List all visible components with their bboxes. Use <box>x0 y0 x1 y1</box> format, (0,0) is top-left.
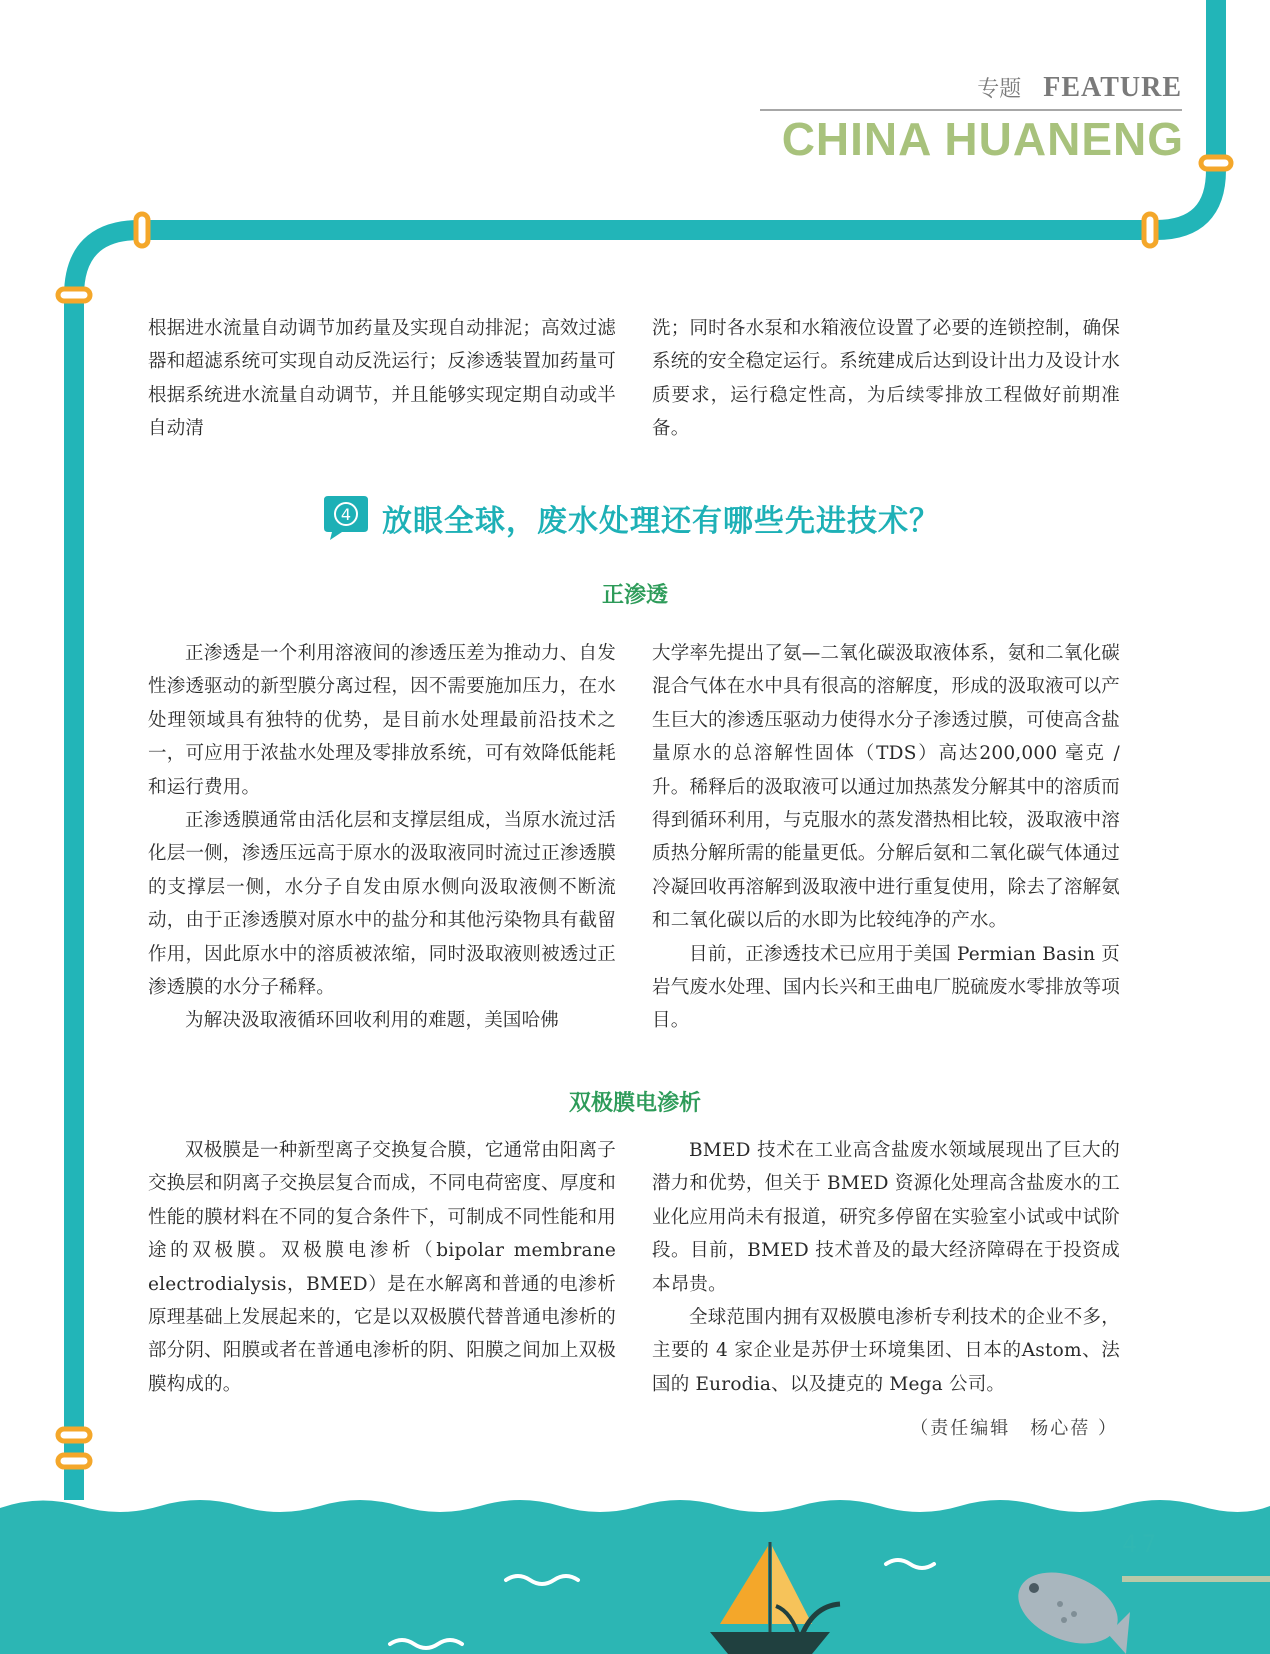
bmed-heading: 双极膜电渗析 <box>568 1091 701 1116</box>
intro-left-column <box>148 312 616 446</box>
fo-right-paragraph-2: 目前，正渗透技术已应用于美国 Permian Basin 页岩气废水处理、国内长兴和王曲电厂脱硫废水零排放等项目。 <box>652 943 1120 1032</box>
fo-right-paragraph-1: 大学率先提出了氨—二氧化碳汲取液体系，氨和二氧化碳混合气体在水中具有很高的溶解度，形成的汲取液可以产生巨大的渗透压驱动力使得水分子渗透过膜，可使高含盐量原水的总溶解性固体（TDS）高达200,000 毫克 / 升。稀释后的汲取液可以通过加热蒸发分解其中的溶质而得到循环利用，与克服水的蒸发潜热相比较，汲取液中溶质热分解所需的能量更低。分解后氨和二氧化碳气体通过冷凝回收再溶解到汲取液中进行重复使用，除去了溶解氨和二氧化碳以后的水即为比较纯净的产水。 <box>652 643 1120 932</box>
header-kicker <box>977 72 1182 104</box>
fo-left-column <box>148 637 616 1038</box>
footer-rule <box>1122 1576 1270 1582</box>
header-brand: CHINA HUANENG <box>781 113 1184 165</box>
editor-credit: （责任编辑 杨心蓓 ） <box>910 1418 1118 1439</box>
bmed-right-column <box>652 1134 1120 1401</box>
fo-left-paragraph-3: 为解决汲取液循环回收利用的难题，美国哈佛 <box>185 1010 560 1032</box>
fo-left-paragraph-2: 正渗透膜通常由活化层和支撑层组成，当原水流过活化层一侧，渗透压远高于原水的汲取液同时流过正渗透膜的支撑层一侧，水分子自发由原水侧向汲取液侧不断流动，由于正渗透膜对原水中的盐分和其他污染物具有截留作用，因此原水中的溶质被浓缩，同时汲取液则被透过正渗透膜的水分子稀释。 <box>148 810 616 999</box>
intro-right-paragraph: 洗；同时各水泵和水箱液位设置了必要的连锁控制，确保系统的安全稳定运行。系统建成后达到设计出力及设计水质要求，运行稳定性高，为后续零排放工程做好前期准备。 <box>652 318 1120 440</box>
intro-left-paragraph: 根据进水流量自动调节加药量及实现自动排泥；高效过滤器和超滤系统可实现自动反洗运行；反渗透装置加药量可根据系统进水流量自动调节，并且能够实现定期自动或半自动清 <box>148 318 616 440</box>
intro-right-column <box>652 312 1120 446</box>
bmed-left-paragraph-1: 双极膜是一种新型离子交换复合膜，它通常由阳离子交换层和阴离子交换层复合而成，不同电荷密度、厚度和性能的膜材料在不同的复合条件下，可制成不同性能和用途的双极膜。双极膜电渗析（bipolar membrane electrodialysis，BMED）是在水解离和普通的电渗析原理基础上发展起来的，它是以双极膜代替普通电渗析的部分阴、阳膜或者在普通电渗析的阴、阳膜之间加上双极膜构成的。 <box>148 1140 616 1395</box>
page-number: 47 <box>1122 1530 1161 1558</box>
header-kicker-en: FEATURE <box>1043 72 1182 103</box>
bmed-right-paragraph-1: BMED 技术在工业高含盐废水领域展现出了巨大的潜力和优势，但关于 BMED 资源化处理高含盐废水的工业化应用尚未有报道，研究多停留在实验室小试或中试阶段。目前，BMED 技术普及的最大经济障碍在于投资成本昂贵。 <box>652 1140 1120 1295</box>
bmed-right-paragraph-2: 全球范围内拥有双极膜电渗析专利技术的企业不多，主要的 4 家企业是苏伊士环境集团、日本的Astom、法国的 Eurodia、以及捷克的 Mega 公司。 <box>652 1307 1120 1395</box>
fo-left-paragraph-1: 正渗透是一个利用溶液间的渗透压差为推动力、自发性渗透驱动的新型膜分离过程，因不需要施加压力，在水处理领域具有独特的优势，是目前水处理最前沿技术之一，可应用于浓盐水处理及零排放系统，可有效降低能耗和运行费用。 <box>148 643 616 798</box>
fo-right-column <box>652 637 1120 1038</box>
fo-heading: 正渗透 <box>601 583 668 608</box>
section-title: 放眼全球，废水处理还有哪些先进技术？ <box>382 504 940 539</box>
section-heading <box>322 494 940 542</box>
section-number: 4 <box>340 505 352 524</box>
header-kicker-zh: 专题 <box>977 77 1022 102</box>
speech-bubble-number-icon <box>322 494 370 542</box>
bmed-left-column <box>148 1134 616 1401</box>
